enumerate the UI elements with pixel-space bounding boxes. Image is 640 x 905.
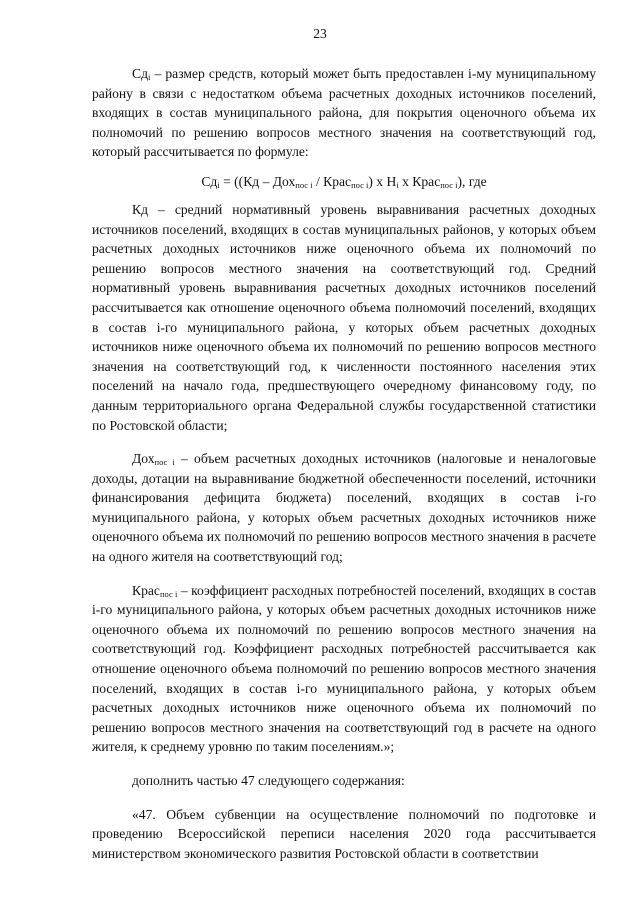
- formula-part: х Крас: [398, 173, 441, 189]
- paragraph-text: – коэффициент расходных потребностей поселений, входящих в состав i-го муниципального района, у которых объем расчетных доходных источников ниже оценочного объема их полномочий по решению вопросов местного значения на соответствующий год. Коэффициент расходных потребностей рассчитывается как отношение оценочного объема полномочий по решению вопросов местного значения поселений, входящих в состав i-го муниципального района, у которых объем расчетных доходных источников ниже оценочного объема их полномочий по решению вопросов местного значения на соответствующий год в расчете на одного жителя, к среднему уровню по таким поселениям.»;: [92, 582, 597, 755]
- paragraph-text: – объем расчетных доходных источников (налоговые и неналоговые доходы, дотации на выравнивание бюджетной обеспеченности поселений, источники финансирования дефицита бюджета) поселений, входящих в состав i-го муниципального района, у которых объем расчетных доходных источников ниже оценочного объема их полномочий по решению вопросов местного значения в расчете на одного жителя на соответствующий год;: [92, 451, 596, 565]
- document-body: [92, 64, 596, 877]
- formula-subscript: i: [217, 179, 220, 190]
- term-sd-subscript: i: [147, 72, 151, 82]
- formula-part: / Крас: [312, 173, 352, 189]
- page-number: 23: [313, 26, 327, 41]
- paragraph-part-47: «47. Объем субвенции на осуществление полномочий по подготовке и проведению Всероссийской переписи населения 2020 года рассчитывается министерством экономического развития Ростовской области в соответствии: [92, 806, 596, 861]
- formula-part: Сд: [201, 173, 218, 189]
- formula-part: ) х Н: [368, 173, 397, 189]
- term-kras: Крас: [132, 582, 160, 598]
- term-dox-subscript: пос i: [154, 457, 175, 468]
- term-sd: Сд: [132, 66, 148, 81]
- formula-part: = ((Кд – Дох: [219, 173, 296, 189]
- formula-subscript: пос i: [440, 179, 458, 190]
- formula: [92, 172, 596, 192]
- term-kras-subscript: пос i: [159, 588, 178, 599]
- formula-subscript: пос i: [351, 179, 369, 190]
- formula-part: ), где: [457, 173, 487, 189]
- term-dox: Дох: [132, 451, 155, 467]
- formula-subscript: i: [396, 179, 399, 190]
- paragraph-text: – размер средств, который может быть предоставлен i-му муниципальному району в связи с недостатком объема расчетных доходных источников поселений, входящих в состав муниципального района, для покрытия оценочного объема их полномочий по решению вопросов местного значения на соответствующий год, который рассчитывается по формуле:: [92, 66, 596, 160]
- paragraph-dox-definition: [92, 449, 596, 567]
- paragraph-sd-definition: [92, 64, 596, 162]
- formula-subscript: пос i: [295, 179, 313, 190]
- paragraph-amendment-intro: дополнить частью 47 следующего содержания:: [132, 773, 405, 788]
- paragraph-kras-definition: [92, 581, 596, 757]
- paragraph-kd-definition: Кд – средний нормативный уровень выравнивания расчетных доходных источников поселений, входящих в состав муниципальных районов, у которых объем расчетных доходных источников ниже оценочного объема их полномочий по решению вопросов местного значения на соответствующий год. Средний нормативный уровень выравнивания расчетных доходных источников поселений рассчитывается как отношение оценочного объема полномочий поселений, входящих в состав i-го муниципального района, у которых объем расчетных доходных источников ниже оценочного объема их полномочий по решению вопросов местного значения на соответствующий год, к численности постоянного населения этих поселений на начало года, предшествующего очередному финансовому году, по данным территориального органа Федеральной службы государственной статистики по Ростовской области;: [92, 201, 596, 433]
